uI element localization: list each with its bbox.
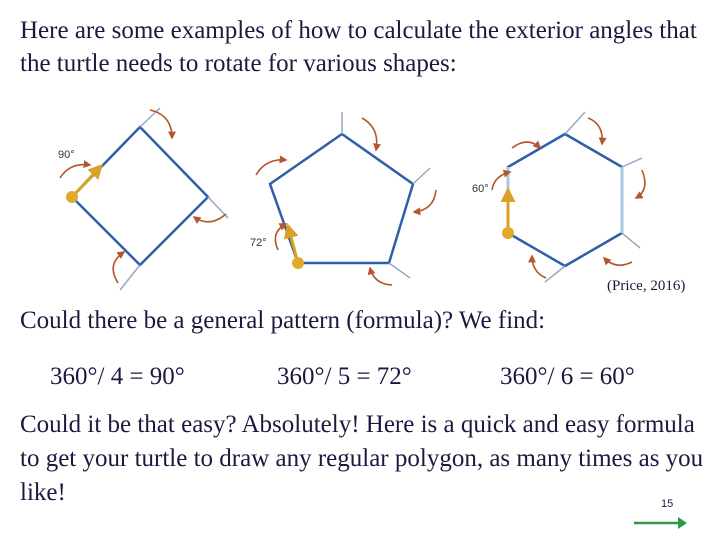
right-arrow-icon [634, 516, 688, 530]
pentagon-angle-label: 72° [250, 237, 267, 249]
hexagon-start-dot [502, 227, 514, 239]
citation: (Price, 2016) [607, 278, 686, 294]
page-number: 15 [661, 498, 674, 510]
question-text: Could there be a general pattern (formula)? We find: [20, 307, 546, 334]
pentagon-start-dot [292, 257, 304, 269]
intro-text: Here are some examples of how to calculate the exterior angles that the turtle needs to rotate for various shapes: [20, 17, 697, 77]
equation-square: 360°/ 4 = 90° [50, 363, 185, 390]
closing-text: Could it be that easy? Absolutely! Here is a quick and easy formula to get your turtle to draw any regular polygon, as many times as you like! [20, 411, 704, 506]
square-angle-label: 90° [58, 149, 75, 161]
next-slide-button[interactable] [634, 516, 688, 530]
hexagon-shape [472, 112, 645, 282]
pentagon-shape [250, 112, 436, 285]
square-turtle-path [72, 166, 101, 197]
hexagon-angle-label: 60° [472, 183, 489, 195]
square-shape [58, 108, 228, 290]
square-start-dot [66, 191, 78, 203]
polygon-exterior-angles-diagram [40, 100, 700, 300]
equation-hexagon: 360°/ 6 = 60° [500, 363, 635, 390]
equation-pentagon: 360°/ 5 = 72° [277, 363, 412, 390]
